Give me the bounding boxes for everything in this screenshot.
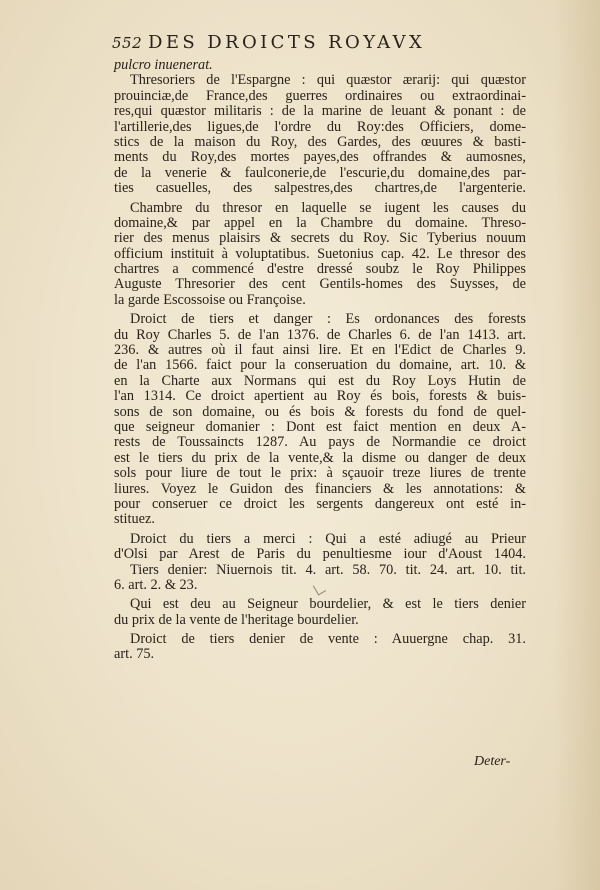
- text-line: Droict de tiers denier de vente : Auuergne chap. 31.: [130, 631, 526, 648]
- catchword: Deter-: [474, 754, 511, 769]
- text-line: sols pour liure de tout le prix: à sçauoir treze liures de trente: [114, 465, 526, 482]
- text-line: Thresoriers de l'Espargne : qui quæstor ærarij: qui quæstor: [130, 72, 526, 89]
- page-header: [112, 32, 522, 56]
- text-line: prouinciæ,de France,des guerres ordinaires ou extraordinai-: [114, 87, 526, 104]
- text-line: 236. & autres où il faut ainsi lire. Et en l'Edict de Charles 9.: [114, 342, 526, 359]
- text-line: est le tiers du prix de la vente,& la disme ou danger de deux: [114, 449, 526, 466]
- text-line: res,qui quæstor militaris : de la marine de leuant & ponant : de: [114, 103, 526, 120]
- text-line: domaine,& par appel en la Chambre du domaine. Threso-: [114, 214, 526, 231]
- text-line: liures. Voyez le Guidon des financiers & les annotations: &: [114, 480, 526, 497]
- text-line: chartres a commencé d'estre dressé soubz le Roy Philippes: [114, 261, 526, 278]
- text-line: du prix de la vente de l'heritage bourdelier.: [114, 611, 359, 628]
- page-gutter-shadow: [554, 0, 600, 890]
- text-line: de l'an 1566. faict pour la conseruation du domaine, art. 10. &: [114, 357, 526, 374]
- text-line: Droict du tiers a merci : Qui a esté adiugé au Prieur: [130, 530, 526, 547]
- text-line: ties casuelles, des salpestres,des chartres,de l'argenterie.: [114, 180, 526, 197]
- text-body: [114, 58, 526, 663]
- text-line: 6. art. 2. & 23.: [114, 576, 198, 593]
- text-line: l'artillerie,des ligues,de l'ordre du Roy:des Officiers, dome-: [114, 118, 526, 135]
- text-line: la garde Escossoise ou Françoise.: [114, 291, 306, 308]
- text-line: que seigneur domanier : Dont est faict mention en deux A-: [114, 418, 526, 435]
- text-line: stituez.: [114, 511, 155, 528]
- running-title: DES DROICTS ROYAVX: [148, 32, 426, 53]
- text-line: pour conseruer ce droict les sergents dangereux ont esté in-: [114, 495, 526, 512]
- text-line: Chambre du thresor en laquelle se iugent les causes du: [130, 199, 526, 216]
- text-line: rier des menus plaisirs & secrets du Roy. Sic Tyberius nouum: [114, 230, 526, 247]
- text-line: ments du Roy,des mortes payes,des offrandes & aumosnes,: [114, 149, 526, 166]
- page-number: 552: [112, 34, 143, 52]
- text-line: Droict de tiers et danger : Es ordonances des forests: [130, 311, 526, 328]
- text-line: stics de la maison du Roy, des Gardes, des œuures & basti-: [114, 133, 526, 150]
- text-line: pulcro inuenerat.: [114, 57, 213, 73]
- text-line: Tiers denier: Niuernois tit. 4. art. 58. 70. tit. 24. art. 10. tit.: [130, 561, 526, 578]
- text-line: Qui est deu au Seigneur bourdelier, & est le tiers denier: [130, 596, 526, 613]
- text-line: sons de son domaine, ou és bois & forests du fond de quel-: [114, 403, 526, 420]
- text-line: d'Olsi par Arest de Paris du penultiesme iour d'Aoust 1404.: [114, 546, 526, 563]
- text-line: en la Charte aux Normans qui est du Roy Loys Hutin de: [114, 372, 526, 389]
- text-line: de la venerie & faulconerie,de l'escurie,du domaine,des par-: [114, 164, 526, 181]
- text-line: art. 75.: [114, 646, 155, 663]
- text-line: du Roy Charles 5. de l'an 1376. de Charles 6. de l'an 1413. art.: [114, 326, 526, 343]
- text-line: rests de Toussaincts 1287. Au pays de Normandie ce droict: [114, 434, 526, 451]
- text-line: Auguste Thresorier des cent Gentils-homes des Suysses, de: [114, 276, 526, 293]
- text-line: officium instituit à voluptatibus. Suetonius cap. 42. Le thresor des: [114, 245, 526, 262]
- text-line: l'an 1314. Ce droict apertient au Roy és bois, forests & buis-: [114, 388, 526, 405]
